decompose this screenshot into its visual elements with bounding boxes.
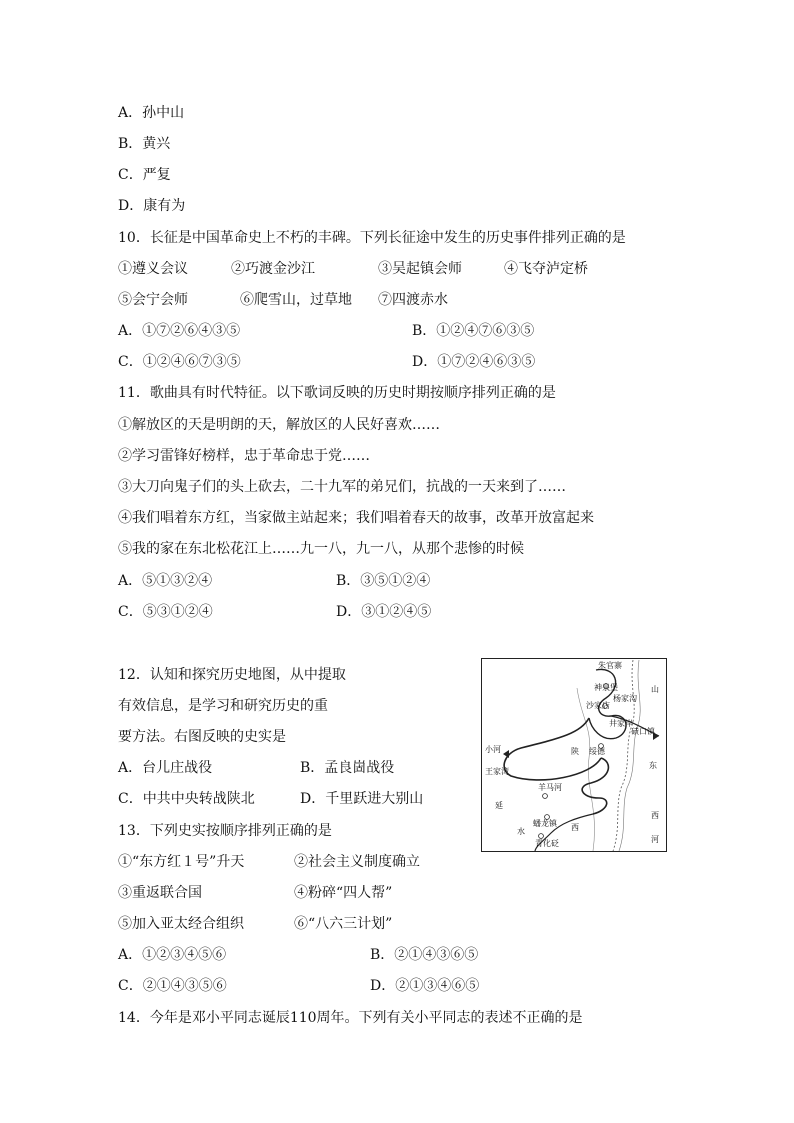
map-label-shenquanbao: 神泉堡 <box>594 683 618 692</box>
map-label-yangjiagou: 杨家沟 <box>613 694 637 703</box>
q9-option-b: B．黄兴 <box>118 136 171 152</box>
q14-stem: 14．今年是邓小平同志诞辰110周年。下列有关小平同志的表述不正确的是 <box>118 1010 583 1026</box>
q12-option-b: B．孟良崮战役 <box>300 760 395 776</box>
q10-item-3: ③吴起镇会师 <box>378 261 462 277</box>
q12-stem-line-2: 有效信息，是学习和研究历史的重 <box>118 698 328 714</box>
map-label-panlongzhen: 蟠龙镇 <box>533 819 557 828</box>
q10-item-5: ⑤会宁会师 <box>118 292 188 308</box>
map-label-jingjiaan: 井家岸 <box>609 719 633 728</box>
q11-lyric-1: ①解放区的天是明朗的天，解放区的人民好喜欢…… <box>118 417 440 433</box>
q12-option-d: D．千里跃进大别山 <box>300 791 424 807</box>
q11-lyric-3: ③大刀向鬼子们的头上砍去，二十九军的弟兄们，抗战的一天来到了…… <box>118 479 566 495</box>
q10-item-2: ②巧渡金沙江 <box>231 261 315 277</box>
map-label-shui: 水 <box>517 827 525 836</box>
q13-option-a: A．①②③④⑤⑥ <box>118 947 227 963</box>
q12-stem-line-1: 12．认知和探究历史地图，从中提取 <box>118 667 346 683</box>
map-label-xi-2: 西 <box>651 811 659 820</box>
map-label-xiaohe: 小河 <box>485 745 501 754</box>
northern-shaanxi-map <box>481 658 667 852</box>
q11-option-d: D．③①②④⑤ <box>336 604 432 620</box>
q10-item-6: ⑥爬雪山，过草地 <box>240 292 352 308</box>
q11-option-b: B．③⑤①②④ <box>336 573 431 589</box>
q11-option-c: C．⑤③①②④ <box>118 604 213 620</box>
q12-stem-line-3: 要方法。右图反映的史实是 <box>118 729 286 745</box>
q13-item-4: ④粉碎“四人帮” <box>294 885 393 901</box>
map-label-shajiadian: 沙家店 <box>586 701 610 710</box>
map-label-zhuguanzhai: 朱官寨 <box>598 661 622 670</box>
q13-item-3: ③重返联合国 <box>118 885 202 901</box>
q13-option-c: C．②①④③⑤⑥ <box>118 978 227 994</box>
q13-option-b: B．②①④③⑥⑤ <box>370 947 479 963</box>
q11-stem: 11．歌曲具有时代特征。以下歌词反映的历史时期按顺序排列正确的是 <box>118 385 556 401</box>
q11-lyric-4: ④我们唱着东方红，当家做主站起来；我们唱着春天的故事，改革开放富起来 <box>118 510 594 526</box>
q13-item-1: ①“东方红１号”升天 <box>118 854 245 870</box>
q9-option-c: C．严复 <box>118 167 171 183</box>
q10-item-1: ①遵义会议 <box>118 261 188 277</box>
map-label-he: 河 <box>651 835 659 844</box>
q13-option-d: D．②①③④⑥⑤ <box>370 978 480 994</box>
q13-item-2: ②社会主义制度确立 <box>294 854 420 870</box>
q13-stem: 13．下列史实按顺序排列正确的是 <box>118 823 332 839</box>
map-label-qikouzhen: 碛口镇 <box>631 727 655 736</box>
map-label-xi-1: 西 <box>571 823 579 832</box>
map-label-shan: 山 <box>651 685 659 694</box>
q11-option-a: A．⑤①③②④ <box>118 573 213 589</box>
q10-option-d: D．①⑦②④⑥③⑤ <box>412 354 536 370</box>
q11-lyric-2: ②学习雷锋好榜样，忠于革命忠于党…… <box>118 448 370 464</box>
q13-item-6: ⑥“八六三计划” <box>294 916 393 932</box>
map-label-qinghuabian: 青化砭 <box>535 839 559 848</box>
q10-stem: 10．长征是中国革命史上不朽的丰碑。下列长征途中发生的历史事件排列正确的是 <box>118 230 626 246</box>
q10-option-b: B．①②④⑦⑥③⑤ <box>412 323 535 339</box>
map-label-suide: 绥德 <box>589 747 605 756</box>
q10-option-a: A．①⑦②⑥④③⑤ <box>118 323 241 339</box>
q10-item-7: ⑦四渡赤水 <box>378 292 448 308</box>
q12-option-c: C．中共中央转战陕北 <box>118 791 255 807</box>
map-label-yangmahe: 羊马河 <box>538 783 562 792</box>
q10-item-4: ④飞夺泸定桥 <box>504 261 588 277</box>
map-label-dong: 东 <box>649 761 657 770</box>
q9-option-d: D．康有为 <box>118 198 186 214</box>
q12-option-a: A．台儿庄战役 <box>118 760 213 776</box>
map-label-wangjiawan: 王家湾 <box>485 767 509 776</box>
q11-lyric-5: ⑤我的家在东北松花江上……九一八，九一八，从那个悲惨的时候 <box>118 541 524 557</box>
q10-option-c: C．①②④⑥⑦③⑤ <box>118 354 241 370</box>
q13-item-5: ⑤加入亚太经合组织 <box>118 916 244 932</box>
map-label-shaan: 陕 <box>571 747 579 756</box>
map-label-yan: 延 <box>495 801 503 810</box>
q9-option-a: A．孙中山 <box>118 105 185 121</box>
